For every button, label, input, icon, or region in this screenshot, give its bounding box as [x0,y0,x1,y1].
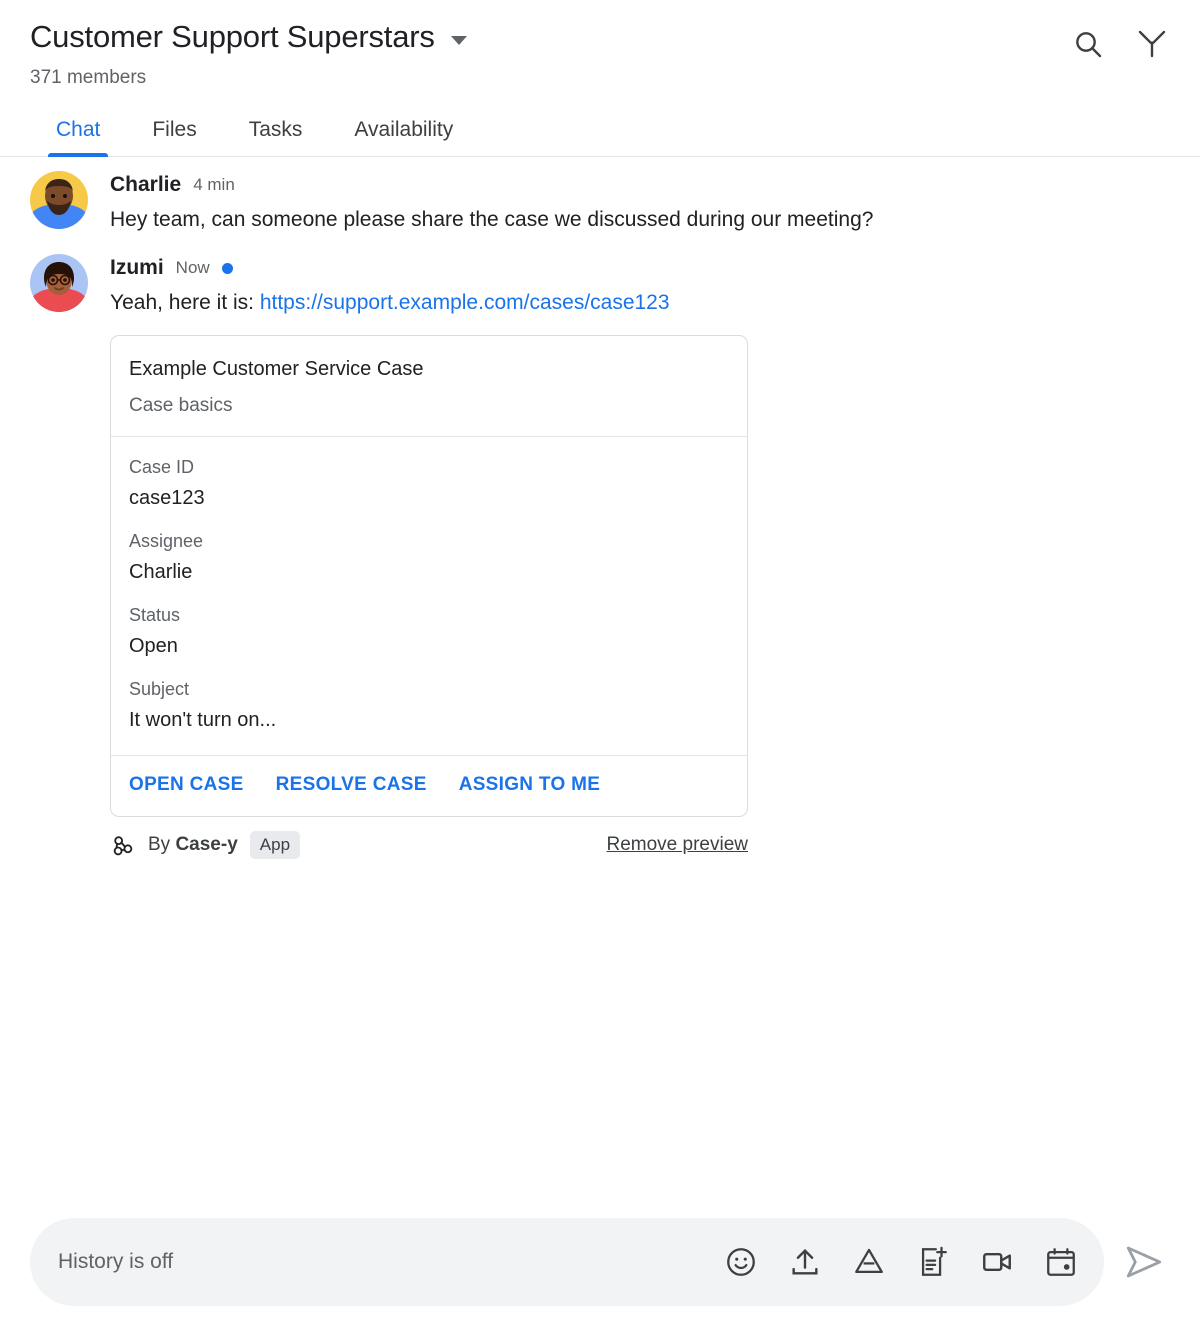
calendar-icon[interactable] [1044,1245,1078,1279]
app-badge: App [250,831,300,859]
message-text-prefix: Yeah, here it is: [110,291,260,314]
field-assignee [129,529,729,585]
emoji-icon[interactable] [724,1245,758,1279]
message-item [30,171,1170,236]
message-timestamp: Now [175,258,210,277]
message-item [30,254,1170,859]
open-case-button[interactable]: OPEN CASE [129,774,244,795]
message-timestamp: 4 min [193,175,235,194]
field-status [129,603,729,659]
tab-files[interactable]: Files [152,118,197,141]
field-label: Case ID [129,457,195,477]
send-icon[interactable] [1118,1236,1170,1288]
field-label: Assignee [129,531,204,551]
message-text: Hey team, can someone please share the case we discussed during our meeting? [110,208,874,231]
composer-icons [724,1245,1078,1279]
message-text [110,287,1000,319]
card-title: Example Customer Service Case [129,358,424,380]
docs-add-icon[interactable] [916,1245,950,1279]
member-count: 371 members [30,67,147,88]
upload-icon[interactable] [788,1245,822,1279]
field-label: Status [129,605,181,625]
composer-area [0,1200,1200,1336]
webhook-icon [110,832,136,858]
message-input[interactable]: History is off [58,1250,174,1273]
room-title-block [30,18,1070,90]
remove-preview-link[interactable]: Remove preview [606,834,748,855]
avatar[interactable] [30,171,88,229]
message-author: Izumi [110,256,164,279]
attribution-by: By [148,834,176,855]
tab-availability[interactable]: Availability [354,118,454,141]
search-icon[interactable] [1070,26,1106,62]
field-value: Charlie [129,561,193,583]
drive-icon[interactable] [852,1245,886,1279]
video-icon[interactable] [980,1245,1014,1279]
card-header [111,336,747,437]
avatar[interactable] [30,254,88,312]
header-actions [1070,18,1170,62]
message-list [0,157,1200,1200]
message-input-container[interactable] [30,1218,1104,1306]
tab-tasks[interactable]: Tasks [248,118,303,141]
case-link[interactable]: https://support.example.com/cases/case123 [259,291,670,314]
field-case-id [129,455,729,511]
assign-to-me-button[interactable]: ASSIGN TO ME [458,774,601,795]
field-value: case123 [129,487,205,509]
field-value: It won't turn on... [129,709,277,731]
attribution-app-name: Case-y [175,834,238,855]
card-subtitle: Case basics [129,395,233,416]
case-preview-card [110,335,748,817]
message-author: Charlie [110,173,182,196]
chevron-down-icon[interactable] [451,36,467,45]
room-header [0,0,1200,90]
field-label: Subject [129,679,190,699]
collapse-icon[interactable] [1134,26,1170,62]
card-attribution [110,831,748,859]
card-fields [111,437,747,756]
field-subject [129,677,729,733]
attribution-text [148,834,238,856]
room-tabs [0,108,1200,157]
page-title: Customer Support Superstars [30,19,435,54]
card-actions [111,756,747,816]
unread-dot [222,263,233,274]
tab-chat[interactable]: Chat [30,108,126,156]
field-value: Open [129,635,178,657]
resolve-case-button[interactable]: RESOLVE CASE [275,774,427,795]
